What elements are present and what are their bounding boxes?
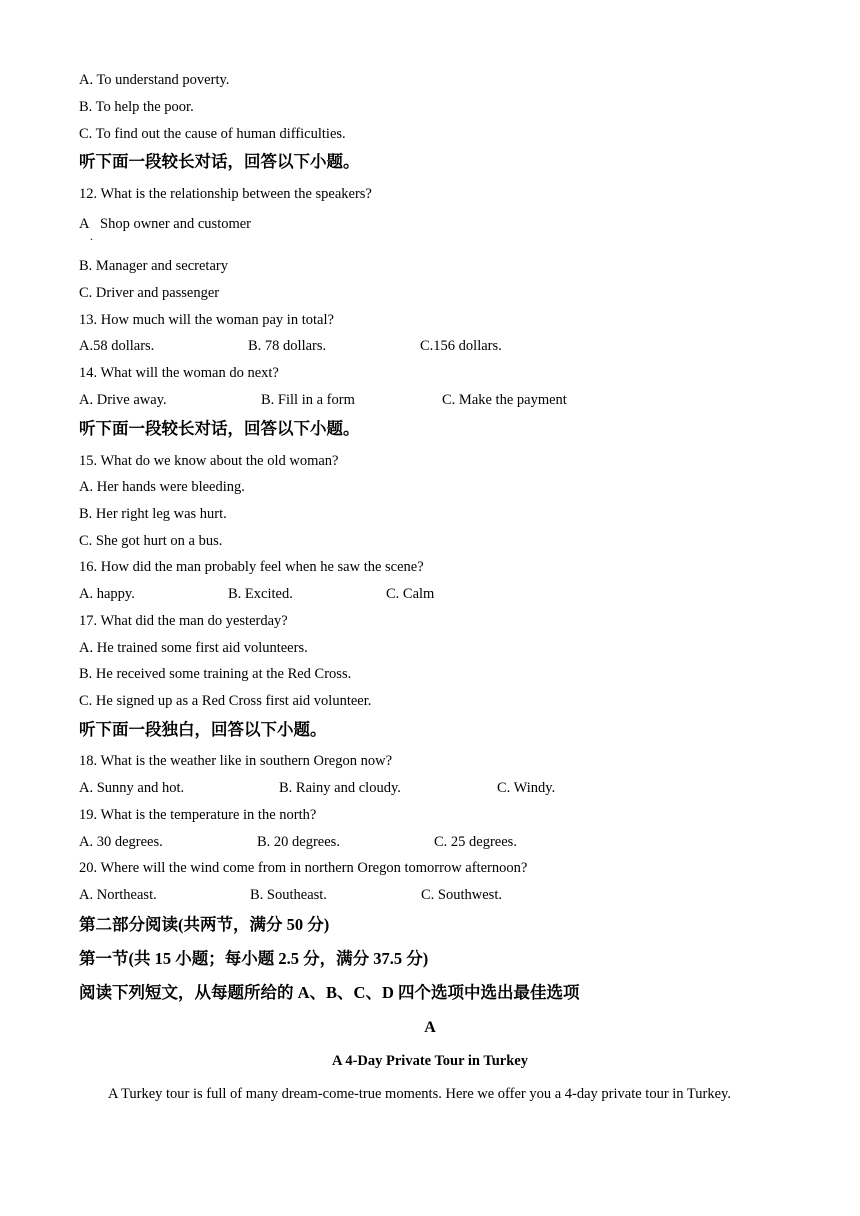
- q14-option-a: A. Drive away.: [79, 392, 167, 408]
- passage-title: A 4-Day Private Tour in Turkey: [332, 1053, 528, 1069]
- q18-option-c: C. Windy.: [497, 780, 556, 796]
- q20-option-c: C. Southwest.: [421, 887, 502, 903]
- question-14: 14. What will the woman do next?: [79, 365, 279, 381]
- q18-option-b: B. Rainy and cloudy.: [279, 780, 401, 796]
- q19-option-c: C. 25 degrees.: [434, 834, 517, 850]
- q18-option-a: A. Sunny and hot.: [79, 780, 185, 796]
- section-heading-monologue: 听下面一段独白，回答以下小题。: [79, 720, 327, 739]
- question-19: 19. What is the temperature in the north?: [79, 807, 317, 823]
- q14-option-c: C. Make the payment: [442, 392, 567, 408]
- q13-option-a: A.58 dollars.: [79, 338, 155, 354]
- q12-option-c: C. Driver and passenger: [79, 285, 220, 301]
- q12-option-b: B. Manager and secretary: [79, 258, 228, 274]
- question-20: 20. Where will the wind come from in northern Oregon tomorrow afternoon?: [79, 860, 528, 876]
- q17-option-a: A. He trained some first aid volunteers.: [79, 640, 308, 656]
- passage-letter: A: [424, 1019, 436, 1036]
- q12-option-a-dot: .: [90, 229, 93, 243]
- q16-option-b: B. Excited.: [228, 586, 293, 602]
- q13-option-c: C.156 dollars.: [420, 338, 502, 354]
- q19-option-a: A. 30 degrees.: [79, 834, 163, 850]
- question-17: 17. What did the man do yesterday?: [79, 613, 288, 629]
- section-heading-dialogue-2: 听下面一段较长对话，回答以下小题。: [79, 419, 360, 438]
- q20-option-b: B. Southeast.: [250, 887, 327, 903]
- q11-option-b: B. To help the poor.: [79, 99, 194, 115]
- q19-option-b: B. 20 degrees.: [257, 834, 340, 850]
- q16-option-a: A. happy.: [79, 586, 135, 602]
- section-heading-dialogue: 听下面一段较长对话，回答以下小题。: [79, 152, 360, 171]
- section-one-heading: 第一节(共 15 小题；每小题 2.5 分，满分 37.5 分): [79, 949, 429, 968]
- passage-paragraph: A Turkey tour is full of many dream-come-true moments. Here we offer you a 4-day private tour in Turkey.: [108, 1086, 731, 1102]
- q13-option-b: B. 78 dollars.: [248, 338, 327, 354]
- q20-option-a: A. Northeast.: [79, 887, 157, 903]
- reading-instruction: 阅读下列短文，从每题所给的 A、B、C、D 四个选项中选出最佳选项: [79, 983, 580, 1002]
- question-18: 18. What is the weather like in southern Oregon now?: [79, 753, 393, 769]
- q15-option-a: A. Her hands were bleeding.: [79, 479, 245, 495]
- question-13: 13. How much will the woman pay in total?: [79, 312, 334, 328]
- q15-option-b: B. Her right leg was hurt.: [79, 506, 227, 522]
- q15-option-c: C. She got hurt on a bus.: [79, 533, 223, 549]
- question-15: 15. What do we know about the old woman?: [79, 453, 339, 469]
- q12-option-a-letter: A: [79, 216, 90, 232]
- part-two-heading: 第二部分阅读(共两节，满分 50 分): [79, 915, 330, 934]
- q14-option-b: B. Fill in a form: [261, 392, 355, 408]
- question-16: 16. How did the man probably feel when he saw the scene?: [79, 559, 424, 575]
- q17-option-c: C. He signed up as a Red Cross first aid volunteer.: [79, 693, 372, 709]
- q11-option-c: C. To find out the cause of human difficulties.: [79, 126, 346, 142]
- q11-option-a: A. To understand poverty.: [79, 72, 230, 88]
- question-12: 12. What is the relationship between the speakers?: [79, 186, 372, 202]
- q17-option-b: B. He received some training at the Red Cross.: [79, 666, 352, 682]
- q12-option-a-text: Shop owner and customer: [100, 216, 252, 232]
- q16-option-c: C. Calm: [386, 586, 435, 602]
